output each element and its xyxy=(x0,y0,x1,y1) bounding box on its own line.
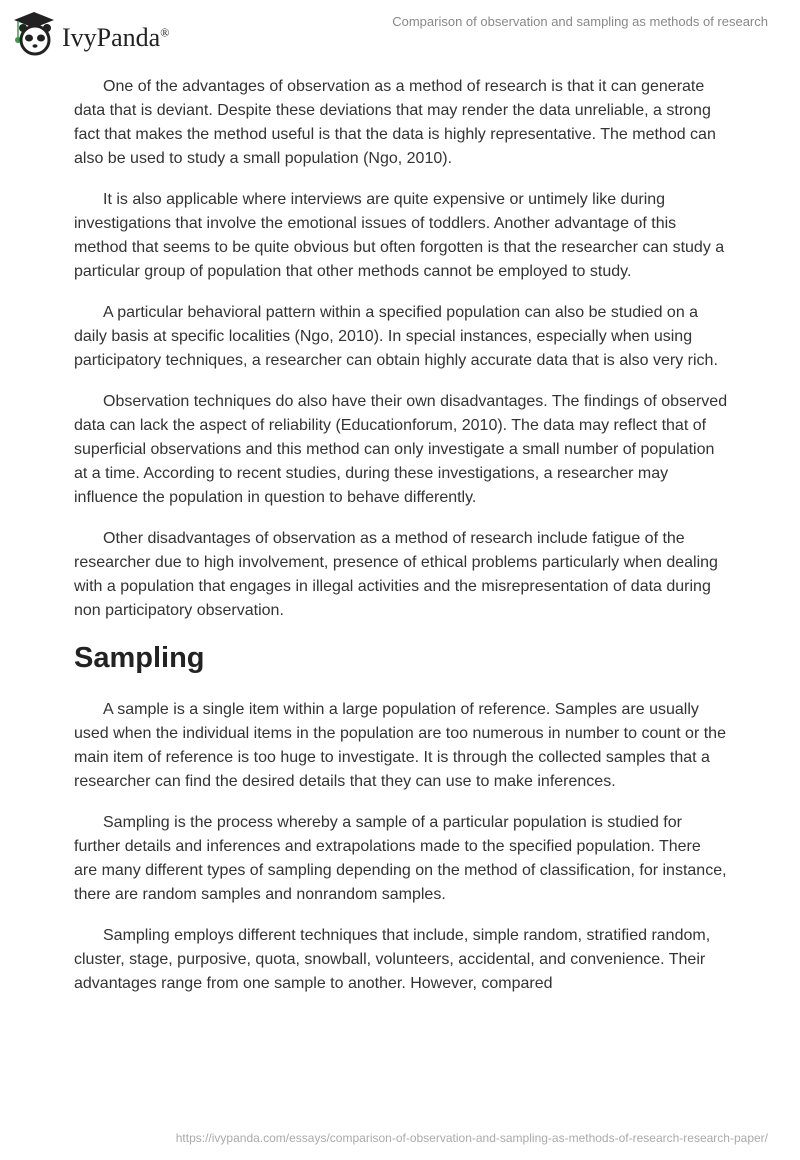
paragraph: One of the advantages of observation as a method of research is that it can generate data that is deviant. Despite these deviations that may render the data unreliable, a strong fact that makes the method useful is that the data is highly representative. The method can also be used to study a small population (Ngo, 2010). xyxy=(74,78,716,167)
paragraph: A sample is a single item within a large population of reference. Samples are usually used when the individual items in the population are too numerous in number to count or the main item of reference is too huge to investigate. It is through the collected samples that a researcher can find the desired details that they can use to make inferences. xyxy=(74,701,726,790)
paragraph: Other disadvantages of observation as a method of research include fatigue of the researcher due to high involvement, presence of ethical problems particularly when dealing with a population that engages in illegal activities and the misrepresentation of data during non participatory observation. xyxy=(74,530,718,619)
article-body xyxy=(74,75,728,1013)
document-title: Comparison of observation and sampling as methods of research xyxy=(392,14,768,29)
paragraph: A particular behavioral pattern within a specified population can also be studied on a daily basis at specific localities (Ngo, 2010). In special instances, especially when using participatory techniques, a researcher can obtain highly accurate data that is also very rich. xyxy=(74,304,718,369)
section-heading: Sampling xyxy=(74,642,205,674)
registered-mark: ® xyxy=(160,25,170,40)
logo[interactable] xyxy=(10,8,169,58)
paragraph: Sampling employs different techniques that include, simple random, stratified random, cluster, stage, purposive, quota, snowball, volunteers, accidental, and convenience. Their advantages range from one sample to another. However, compared xyxy=(74,927,711,992)
paragraph: Sampling is the process whereby a sample of a particular population is studied for further details and inferences and extrapolations made to the specified population. There are many different types of sampling depending on the method of classification, for instance, there are random samples and nonrandom samples. xyxy=(74,814,727,903)
paragraph: It is also applicable where interviews are quite expensive or untimely like during investigations that involve the emotional issues of toddlers. Another advantage of this method that seems to be quite obvious but often forgotten is that the researcher can study a particular group of population that other methods cannot be employed to study. xyxy=(74,191,725,280)
footer-url[interactable]: https://ivypanda.com/essays/comparison-of-observation-and-sampling-as-methods-of-research-research-paper/ xyxy=(175,1131,768,1145)
panda-graduate-icon xyxy=(10,8,58,58)
logo-text: IvyPanda xyxy=(62,23,161,52)
paragraph: Observation techniques do also have their own disadvantages. The findings of observed data can lack the aspect of reliability (Educationforum, 2010). The data may reflect that of superficial observations and this method can only investigate a small number of population at a time. According to recent studies, during these investigations, a researcher may influence the population in question to behave differently. xyxy=(74,393,728,506)
